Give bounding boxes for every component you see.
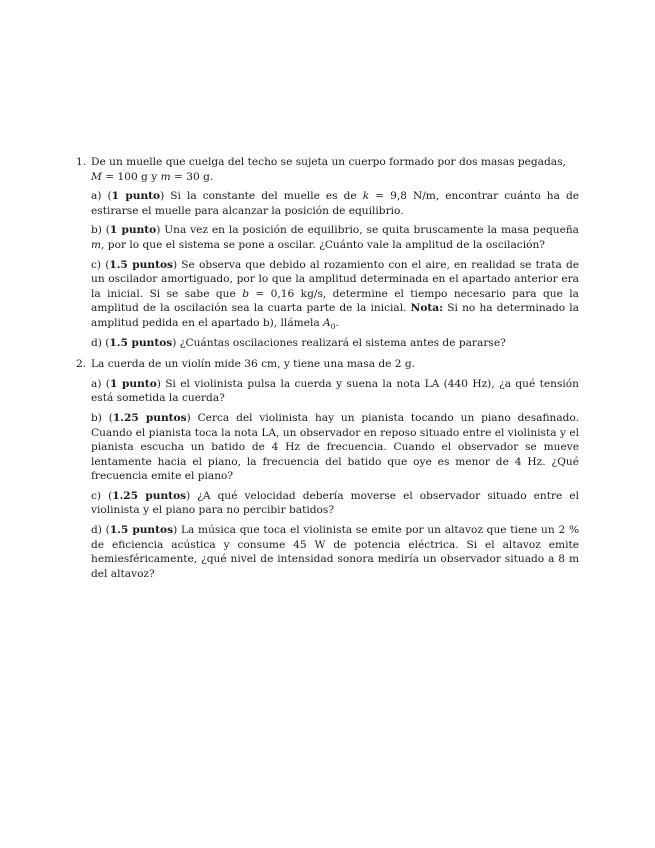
sub-question-text: = 0,16 kg/s, determine el tiempo necesario para que la amplitud de la oscilación sea la cuarta parte de la inicial. — [91, 287, 579, 315]
points-label: 1 punto — [109, 377, 157, 390]
sub-question-list — [91, 377, 579, 582]
note-label: Nota: — [410, 302, 444, 315]
sub-question-text: ) ¿A qué velocidad debería moverse el observador situado entre el violinista y el piano para no percibir batidos? — [91, 489, 579, 517]
sub-question-2c — [91, 489, 579, 518]
math-symbol: m — [160, 170, 171, 183]
math-symbol: M — [91, 170, 102, 183]
math-symbol: k — [362, 190, 370, 203]
sub-question-label: a) ( — [91, 190, 112, 203]
math-subscript: 0 — [330, 322, 336, 332]
math-symbol: b — [242, 287, 249, 300]
sub-question-text: = 9,8 N/m, encontrar cuánto ha de estirarse el muelle para alcanzar la posición de equilibrio. — [91, 190, 579, 217]
points-label: 1 punto — [109, 224, 157, 237]
statement-text: La cuerda de un violín mide 36 cm, y tiene una masa de 2 g. — [91, 358, 416, 371]
sub-question-text: . — [335, 316, 339, 329]
math-symbol: A — [323, 316, 331, 329]
sub-question-label: d) ( — [91, 524, 110, 537]
sub-question-text: ) Cerca del violinista hay un pianista tocando un piano desafinado. Cuando el pianista toca la nota LA, un observador en reposo situado entre el violinista y el pianista escucha un batido de 4 Hz de frecuencia. Cuando el observador se mueve lentamente hacia el piano, la frecuencia del batido que oye es menor de 4 Hz. ¿Qué frecuencia emite el piano? — [91, 411, 579, 483]
sub-question-2a — [91, 377, 579, 406]
sub-question-label: b) ( — [91, 224, 110, 237]
points-label: 1.25 puntos — [112, 411, 187, 424]
sub-question-label: c) ( — [91, 489, 113, 502]
sub-question-text: ) Se observa que debido al rozamiento con el aire, en realidad se trata de un oscilador amortiguado, por lo que la amplitud determinada en el apartado anterior era la inicial. Si se sabe que — [91, 258, 579, 300]
sub-question-1c — [91, 258, 579, 331]
sub-question-2d — [91, 523, 579, 581]
sub-question-label: c) ( — [91, 258, 110, 271]
sub-question-label: a) ( — [91, 377, 110, 390]
sub-question-text: Si no ha determinado la amplitud pedida en el apartado b), llámela — [91, 302, 579, 329]
sub-question-text: ) ¿Cuántas oscilaciones realizará el sistema antes de pararse? — [172, 336, 506, 349]
problem-2 — [76, 357, 579, 581]
sub-question-text: ) Si el violinista pulsa la cuerda y suena la nota LA (440 Hz), ¿a qué tensión está sometida la cuerda? — [91, 377, 579, 405]
problem-statement — [91, 155, 579, 184]
sub-question-2b — [91, 411, 579, 484]
points-label: 1.5 puntos — [109, 524, 174, 537]
statement-text: De un muelle que cuelga del techo se sujeta un cuerpo formado por dos masas pegadas, — [91, 156, 566, 168]
sub-question-1b — [91, 223, 579, 252]
problem-number: 2. — [76, 358, 87, 371]
problem-number: 1. — [76, 156, 87, 168]
sub-question-text: ) Si la constante del muelle es de — [160, 190, 363, 203]
points-label: 1.5 puntos — [109, 258, 173, 271]
problem-statement — [91, 357, 579, 372]
math-symbol: m — [91, 238, 102, 251]
problem-list — [76, 155, 579, 588]
sub-question-1a — [91, 189, 579, 218]
points-label: 1.25 puntos — [112, 489, 187, 502]
points-label: 1.5 puntos — [109, 336, 173, 349]
sub-question-list — [91, 189, 579, 350]
sub-question-1d — [91, 336, 579, 351]
sub-question-label: d) ( — [91, 336, 110, 349]
problem-1 — [76, 155, 579, 350]
statement-text: = 100 g y — [101, 170, 161, 183]
statement-text: = 30 g. — [170, 170, 214, 183]
sub-question-text: , por lo que el sistema se pone a oscilar. ¿Cuánto vale la amplitud de la oscilación? — [101, 238, 545, 251]
points-label: 1 punto — [111, 190, 161, 203]
sub-question-text: ) La música que toca el violinista se emite por un altavoz que tiene un 2 % de eficiencia acústica y consume 45 W de potencia eléctrica. Si el altavoz emite hemiesféricamente, ¿qué nivel de intensidad sonora mediría un observador situado a 8 m del altavoz? — [91, 524, 580, 580]
sub-question-label: b) ( — [91, 411, 113, 424]
sub-question-text: ) Una vez en la posición de equilibrio, se quita bruscamente la masa pequeña — [156, 224, 579, 237]
